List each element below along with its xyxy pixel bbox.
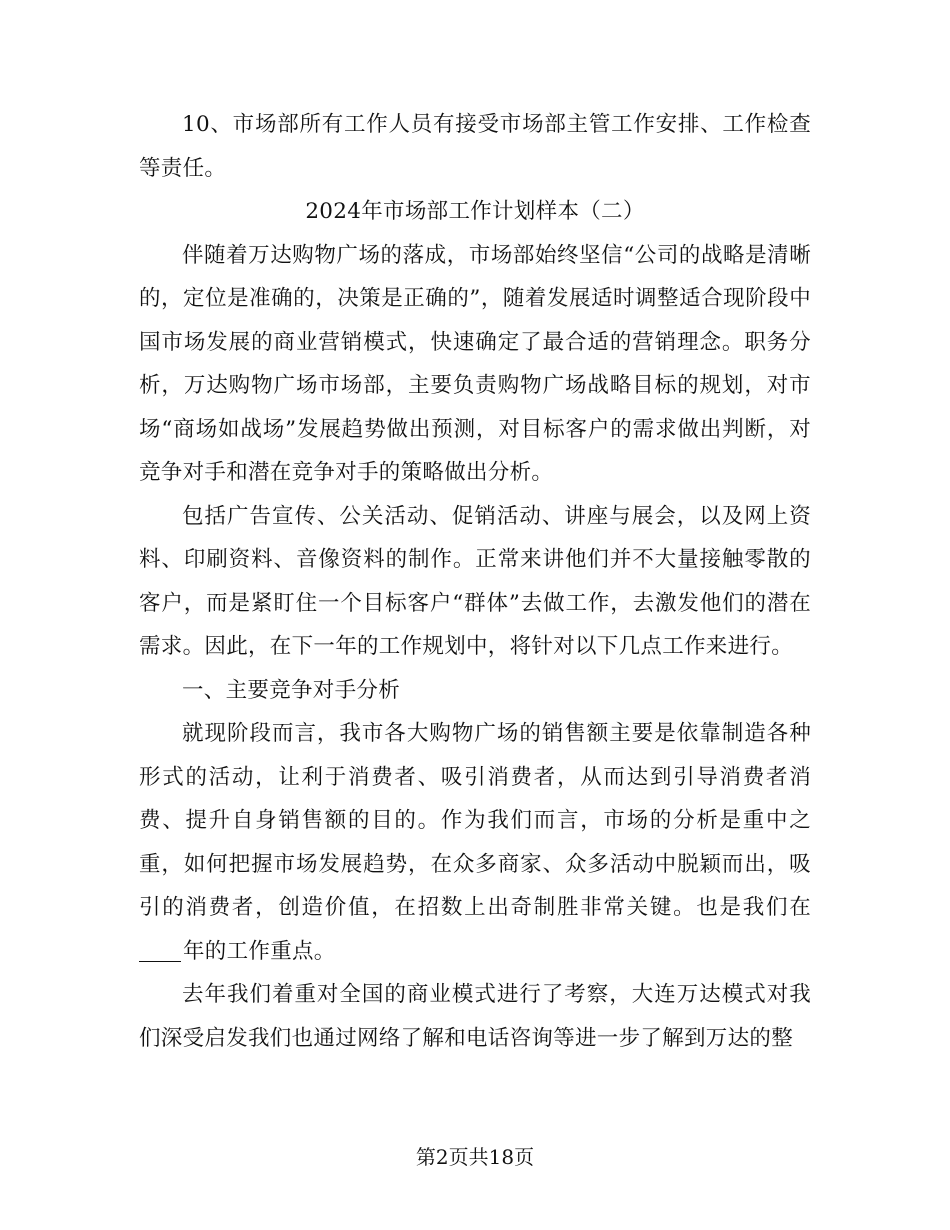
paragraph-last-year: 去年我们着重对全国的商业模式进行了考察，大连万达模式对我们深受启发我们也通过网络了解和电话咨询等进一步了解到万达的整 [139, 982, 811, 1051]
paragraph-analysis-text: 就现阶段而言，我市各大购物广场的销售额主要是依靠制造各种形式的活动，让利于消费者、吸引消费者，从而达到引导消费者消费、提升自身销售额的目的。作为我们而言，市场的分析是重中之重，如何把握市场发展趋势，在众多商家、众多活动中脱颖而出，吸引的消费者，创造价值，在招数上出奇制胜非常关键。也是我们在 [139, 721, 811, 920]
paragraph-item-10: 10、市场部所有工作人员有接受市场部主管工作安排、工作检查等责任。 [139, 112, 811, 181]
year-blank-line [139, 939, 181, 962]
paragraph-analysis-tail: 年的工作重点。 [183, 938, 336, 964]
page-footer: 第2页共18页 [415, 1145, 535, 1169]
paragraph-intro: 伴随着万达购物广场的落成，市场部始终坚信“公司的战略是清晰的，定位是准确的，决策是正确的”，随着发展适时调整适合现阶段中国市场发展的商业营销模式，快速确定了最合适的营销理念。职务分析，万达购物广场市场部，主要负责购物广场战略目标的规划，对市场“商场如战场”发展趋势做出预测，对目标客户的需求做出判断，对竞争对手和潜在竞争对手的策略做出分析。 [139, 242, 811, 485]
paragraph-analysis [139, 712, 811, 973]
paragraph-scope: 包括广告宣传、公关活动、促销活动、讲座与展会，以及网上资料、印刷资料、音像资料的制作。正常来讲他们并不大量接触零散的客户，而是紧盯住一个目标客户“群体”去做工作，去激发他们的潜在需求。因此，在下一年的工作规划中，将针对以下几点工作来进行。 [139, 503, 811, 659]
heading-competitor-analysis: 一、主要竞争对手分析 [182, 677, 401, 703]
section-title: 2024年市场部工作计划样本（二） [305, 199, 645, 224]
document-body [139, 103, 811, 1060]
